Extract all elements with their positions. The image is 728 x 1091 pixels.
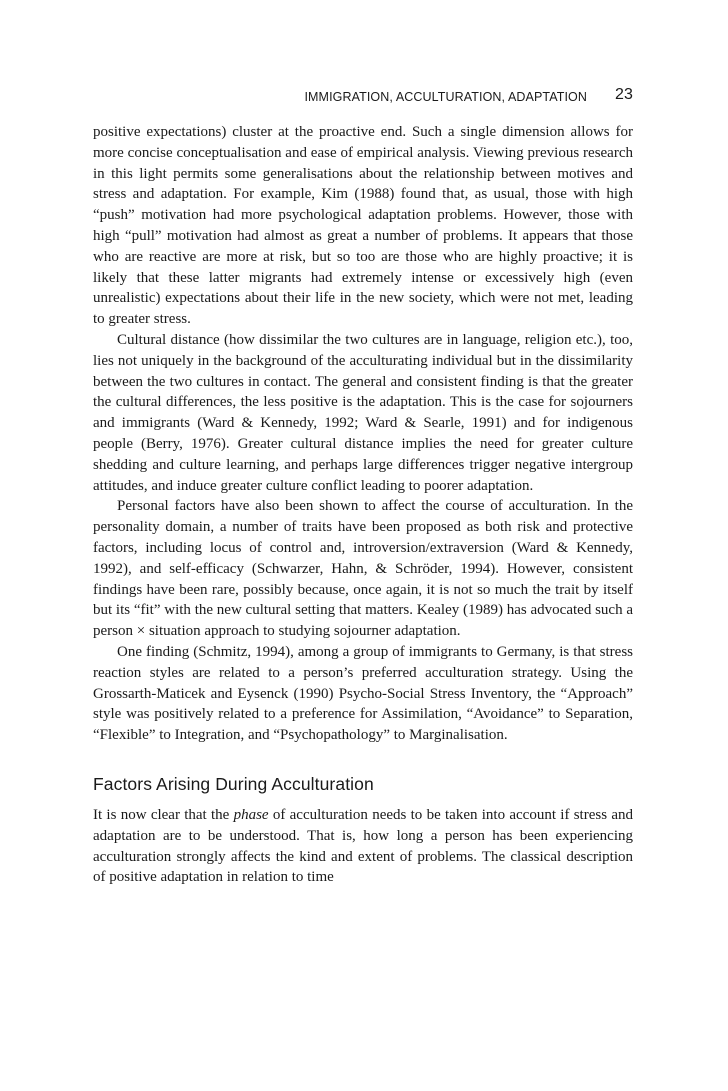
running-head-title: IMMIGRATION, ACCULTURATION, ADAPTATION	[304, 90, 587, 104]
book-page	[93, 86, 633, 888]
section-heading: Factors Arising During Acculturation	[93, 773, 374, 794]
running-head	[93, 86, 633, 110]
body-paragraph-motives: positive expectations) cluster at the proactive end. Such a single dimension allows for more concise conceptualisation and ease of empirical analysis. Viewing previous research in this light permits some generalisations about the relationship between motives and stress and adaptation. For example, Kim (1988) found that, as usual, those with high “push” motivation had more psychological adaptation problems. However, those with high “pull” motivation had almost as great a number of problems. It appears that those who are reactive are more at risk, but so too are those who are highly proactive; it is likely that these latter migrants had extremely intense or excessively high (even unrealistic) expectations about their life in the new society, which were not met, leading to greater stress.	[93, 124, 633, 328]
phase-emphasis: phase	[233, 806, 269, 823]
page-number: 23	[615, 86, 633, 103]
body-paragraph-stress-styles: One finding (Schmitz, 1994), among a group of immigrants to Germany, is that stress reaction styles are related to a person’s preferred acculturation strategy. Using the Grossarth-Maticek and Eysenck (1990) Psycho-Social Stress Inventory, the “Approach” style was positively related to a preference for Assimilation, “Avoidance” to Separation, “Flexible” to Integration, and “Psychopathology” to Marginalisation.	[93, 643, 633, 744]
body-paragraph-phase	[93, 805, 633, 888]
body-paragraph-personal-factors: Personal factors have also been shown to affect the course of acculturation. In the personality domain, a number of traits have been proposed as both risk and protective factors, including locus of control and, introversion/extraversion (Ward & Kennedy, 1992), and self-efficacy (Schwarzer, Hahn, & Schröder, 1994). However, consistent findings have been rare, possibly because, once again, it is not so much the trait by itself but its “fit” with the new cultural setting that matters. Kealey (1989) has advocated such a person × situation approach to studying sojourner adaptation.	[93, 498, 633, 640]
body-paragraph-cultural-distance: Cultural distance (how dissimilar the two cultures are in language, religion etc.), too, lies not uniquely in the background of the acculturating individual but in the dissimilarity between the two cultures in contact. The general and consistent finding is that the greater the cultural differences, the less positive is the adaptation. This is the case for sojourners and immigrants (Ward & Kennedy, 1992; Ward & Searle, 1991) and for indigenous people (Berry, 1976). Greater cultural distance implies the need for greater culture shedding and culture learning, and perhaps large differences trigger negative intergroup attitudes, and induce greater culture conflict leading to poorer adaptation.	[93, 331, 633, 494]
phase-text-after: of acculturation needs to be taken into account if stress and adaptation are to be understood. That is, how long a person has been experiencing acculturation strongly affects the kind and extent of problems. The classical description of positive adaptation in relation to time	[93, 806, 633, 886]
phase-text-before: It is now clear that the	[93, 806, 234, 823]
